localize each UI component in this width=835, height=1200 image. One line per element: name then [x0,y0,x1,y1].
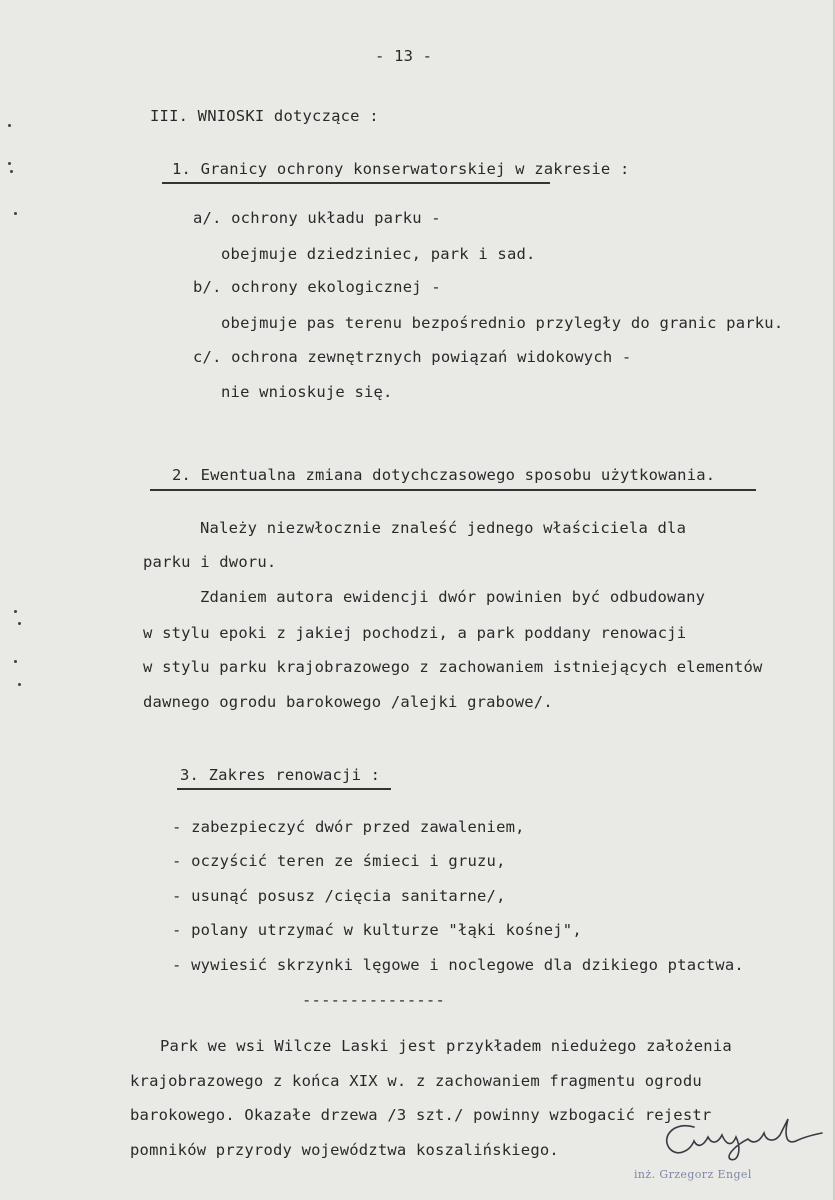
sec3-underline [177,788,391,790]
sec1-item-b-desc: obejmuje pas terenu bezpośrednio przyległy do granic parku. [221,314,784,332]
page-number: - 13 - [375,47,433,65]
margin-mark [10,170,13,173]
sec1-title: 1. Granicy ochrony konserwatorskiej w zakresie : [172,160,630,178]
margin-mark [14,660,17,663]
sec2-line-5: w stylu parku krajobrazowego z zachowaniem istniejących elementów [143,658,763,676]
sec1-item-a-desc: obejmuje dziedziniec, park i sad. [221,245,536,263]
conclusion-line-1: Park we wsi Wilcze Laski jest przykładem niedużego założenia [160,1037,732,1055]
sec3-item-5: - wywiesić skrzynki lęgowe i noclegowe dla dzikiego ptactwa. [172,956,744,974]
sec3-title: 3. Zakres renowacji : [180,766,381,784]
sec2-line-1: Należy niezwłocznie znaleść jednego właściciela dla [200,519,687,537]
margin-mark [8,124,11,127]
margin-mark [14,212,17,215]
sec2-line-3: Zdaniem autora ewidencji dwór powinien być odbudowany [200,588,706,606]
sec1-item-b: b/. ochrony ekologicznej - [193,278,441,296]
conclusion-line-3: barokowego. Okazałe drzewa /3 szt./ powinny wzbogacić rejestr [130,1106,712,1124]
separator-line: --------------- [302,991,445,1009]
sec2-line-2: parku i dworu. [143,553,277,571]
sec3-item-3: - usunąć posusz /cięcia sanitarne/, [172,887,506,905]
sec1-item-c-desc: nie wnioskuje się. [221,383,393,401]
sec3-item-2: - oczyścić teren ze śmieci i gruzu, [172,852,506,870]
margin-mark [18,683,21,686]
sec2-underline [150,489,756,491]
sec3-item-1: - zabezpieczyć dwór przed zawaleniem, [172,818,525,836]
sec1-underline [162,182,550,184]
margin-mark [8,162,11,165]
conclusion-line-4: pomników przyrody województwa koszalińskiego. [130,1141,559,1159]
sec2-title: 2. Ewentualna zmiana dotychczasowego sposobu użytkowania. [172,466,716,484]
author-stamp: inż. Grzegorz Engel [634,1168,752,1181]
handwritten-signature [656,1115,826,1170]
sec1-item-a: a/. ochrony układu parku - [193,209,441,227]
conclusion-line-2: krajobrazowego z końca XIX w. z zachowaniem fragmentu ogrodu [130,1072,702,1090]
section-heading: III. WNIOSKI dotyczące : [150,107,379,125]
margin-mark [18,622,21,625]
sec2-line-6: dawnego ogrodu barokowego /alejki grabowe/. [143,693,553,711]
sec3-item-4: - polany utrzymać w kulturze "łąki kośnej", [172,921,582,939]
sec1-item-c: c/. ochrona zewnętrznych powiązań widokowych - [193,348,632,366]
sec2-line-4: w stylu epoki z jakiej pochodzi, a park poddany renowacji [143,624,687,642]
margin-mark [14,610,17,613]
